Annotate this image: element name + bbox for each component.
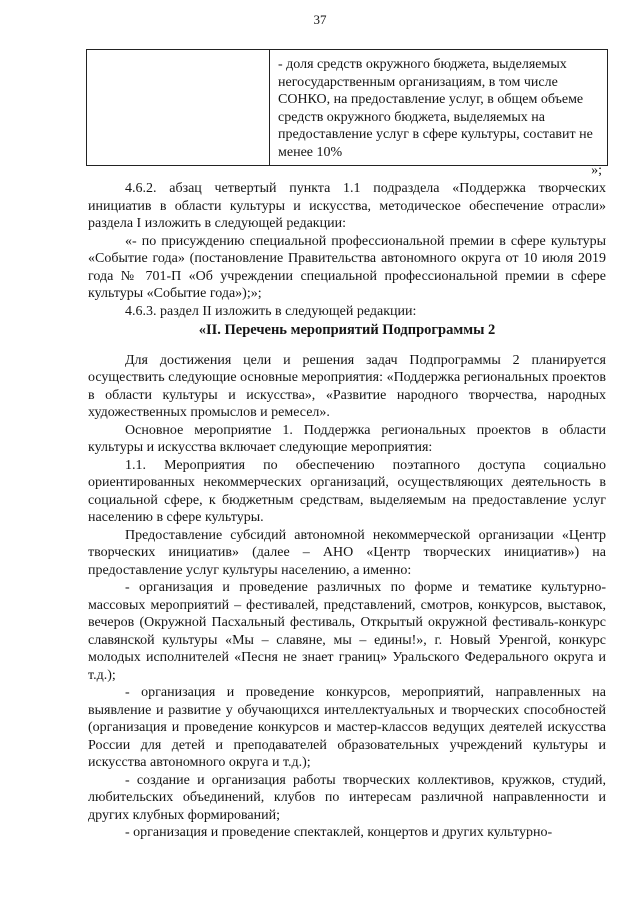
document-body <box>88 180 606 842</box>
closing-quote: »; <box>591 163 602 178</box>
table-text-cell: - доля средств окружного бюджета, выделяемых негосударственным организациям, в том числе СОНКО, на предоставление услуг, в общем объеме средств окружного бюджета, выделяемых на предоставление услуг в сфере культуры, составит не менее 10% <box>270 50 608 166</box>
list-item: - организация и проведение различных по форме и тематике культурно-массовых мероприятий – фестивалей, представлений, смотров, конкурсов, выставок, вечеров (Окружной Пасхальный фестиваль, Открытый окружной фестиваль-конкурс славянской культуры «Мы – славяне, мы – едины!», г. Новый Уренгой, конкурс молодых исполнителей «Песня не знает границ» Уральского Федерального округа и т.д.); <box>88 580 606 683</box>
list-item: - организация и проведение конкурсов, мероприятий, направленных на выявление и развитие у обучающихся интеллектуальных и творческих способностей (организация и проведение конкурсов и мастер-классов ведущих деятелей искусства России для детей и преподавателей образовательных учреждений культуры и искусства автономного округа и т.д.); <box>88 685 606 770</box>
body-paragraph: Для достижения цели и решения задач Подпрограммы 2 планируется осуществить следующие основные мероприятия: «Поддержка региональных проектов в области культуры и искусства», «Развитие народного творчества, народных художественных промыслов и ремесел». <box>88 352 606 420</box>
list-item: - создание и организация работы творческих коллективов, кружков, студий, любительских объединений, клубов по интересам различной направленности и других клубных формирований; <box>88 772 606 823</box>
list-item: - организация и проведение спектаклей, концертов и других культурно- <box>125 825 553 840</box>
amendment-paragraph: 4.6.3. раздел II изложить в следующей редакции: <box>125 303 417 319</box>
continuation-table <box>86 49 608 166</box>
body-paragraph: Предоставление субсидий автономной некоммерческой организации «Центр творческих инициатив» (далее – АНО «Центр творческих инициатив») на предоставление услуг культуры населению, а именно: <box>88 527 606 578</box>
amendment-paragraph: «- по присуждению специальной профессиональной премии в сфере культуры «Событие года» (постановление Правительства автономного округа от 10 июля 2019 года № 701-П «Об учреждении специальной профессиональной премии в сфере культуры «Событие года»);»; <box>88 233 606 301</box>
body-paragraph: Основное мероприятие 1. Поддержка региональных проектов в области культуры и искусства включает следующие мероприятия: <box>88 422 606 455</box>
section-title: «II. Перечень мероприятий Подпрограммы 2 <box>198 322 496 338</box>
body-paragraph: 1.1. Мероприятия по обеспечению поэтапного доступа социально ориентированных некоммерческих организаций, осуществляющих деятельность в социальной сфере, к бюджетным средствам, выделяемым на предоставление услуг населению в сфере культуры. <box>88 457 606 525</box>
amendment-paragraph: 4.6.2. абзац четвертый пункта 1.1 подраздела «Поддержка творческих инициатив в области культуры и искусства, методическое обеспечение отрасли» раздела I изложить в следующей редакции: <box>88 181 606 231</box>
page-number: 37 <box>313 12 327 27</box>
table-empty-cell <box>87 50 270 166</box>
